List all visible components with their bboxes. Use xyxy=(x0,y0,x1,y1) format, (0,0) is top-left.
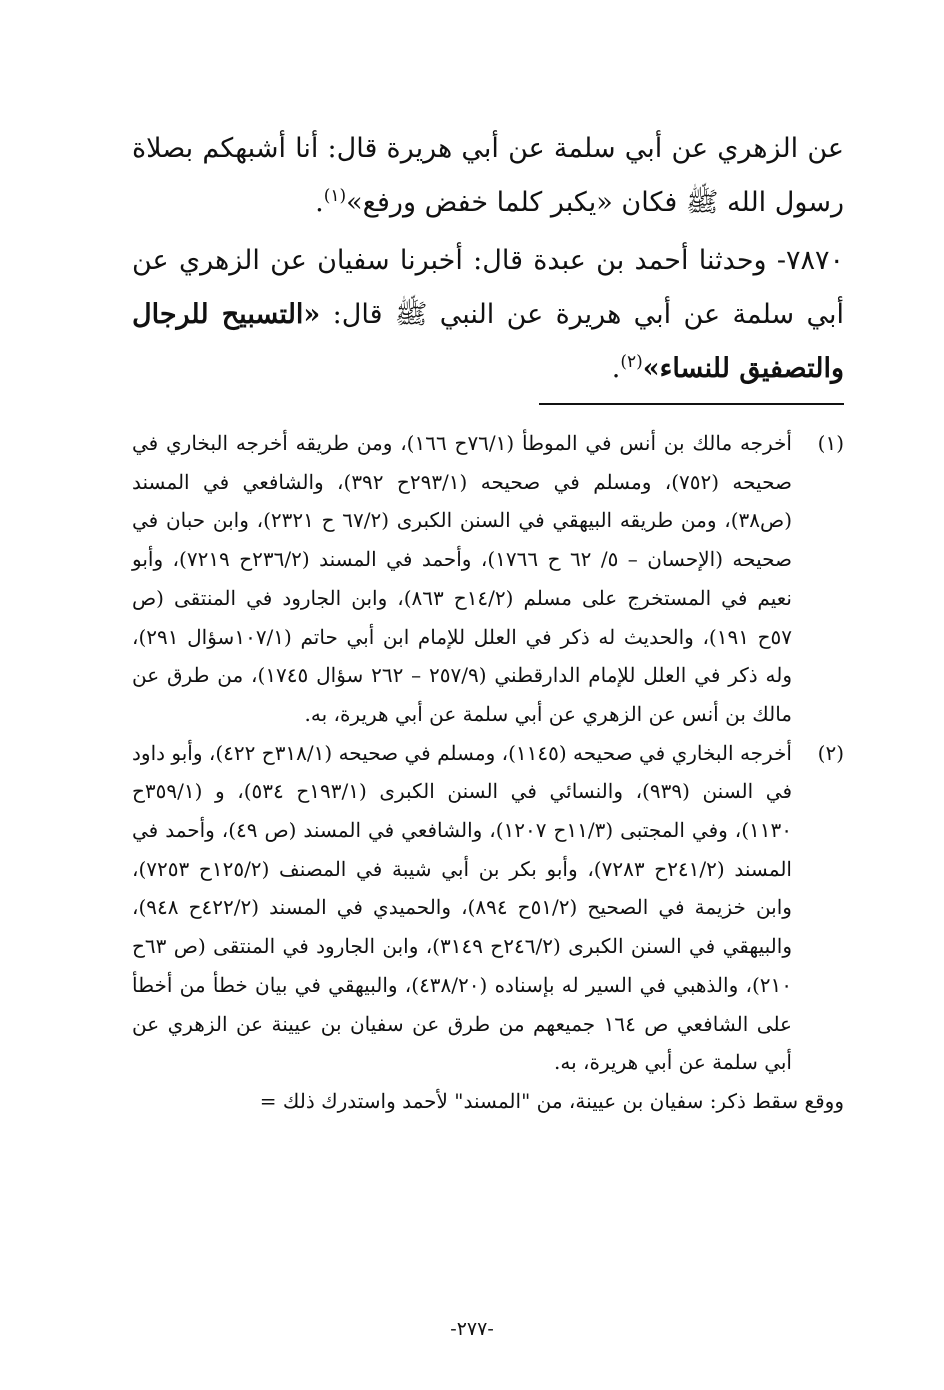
footnote-continuation-text: ووقع سقط ذكر: سفيان بن عيينة، من "المسند" لأحمد واستدرك ذلك xyxy=(282,1088,844,1113)
continuation-mark: = xyxy=(259,1088,277,1113)
footnote-continuation xyxy=(132,1082,844,1121)
footnote-1-number: (١) xyxy=(817,431,844,455)
footnote-marker-1: (١) xyxy=(323,186,347,206)
hadith-2-body: ٧٨٧٠- وحدثنا أحمد بن عبدة قال: أخبرنا سفيان عن الزهري عن أبي سلمة عن أبي هريرة عن النبي ﷺ قال: xyxy=(132,245,844,330)
hadith-1-end: . xyxy=(315,187,324,218)
hadith-7870-text xyxy=(132,234,844,396)
footnote-divider xyxy=(539,403,844,405)
footnote-2 xyxy=(132,734,844,1082)
footnotes-section xyxy=(132,424,844,1121)
hadith-7869-text xyxy=(132,122,844,230)
page-number: -٢٧٧- xyxy=(450,1318,494,1340)
hadith-2-end: . xyxy=(611,353,621,384)
hadith-1-body: عن الزهري عن أبي سلمة عن أبي هريرة قال: أنا أشبهكم بصلاة رسول الله ﷺ فكان «يكبر كلما خفض ورفع» xyxy=(132,133,844,218)
footnote-marker-2: (٢) xyxy=(620,352,643,372)
main-text xyxy=(132,122,844,396)
footnote-2-number: (٢) xyxy=(817,740,844,765)
footnote-1 xyxy=(132,424,844,734)
footnote-1-text: أخرجه مالك بن أنس في الموطأ (٧٦/١ح ١٦٦)، ومن طريقه أخرجه البخاري في صحيحه (٧٥٢)، ومسلم في صحيحه (٢٩٣/١ح ٣٩٢)، والشافعي في المسند (ص٣٨)، ومن طريقه البيهقي في السنن الكبرى (٦٧/٢ ح ٢٣٢١)، وابن حبان في صحيحه (الإحسان – ٥/ ٦٢ ح ١٧٦٦)، وأحمد في المسند (٢٣٦/٢ح ٧٢١٩)، وأبو نعيم في المستخرج على مسلم (١٤/٢ح ٨٦٣)، وابن الجارود في المنتقى (ص ٥٧ح ١٩١)، والحديث له ذكر في العلل للإمام ابن أبي حاتم (١٠٧/١سؤال ٢٩١)، وله ذكر في العلل للإمام الدارقطني (٢٥٧/٩ – ٢٦٢ سؤال ١٧٤٥)، من طرق عن مالك بن أنس عن الزهري عن أبي سلمة عن أبي هريرة، به. xyxy=(132,431,792,726)
footnote-2-text: أخرجه البخاري في صحيحه (١١٤٥)، ومسلم في صحيحه (٣١٨/١ح ٤٢٢)، وأبو داود في السنن (٩٣٩)، والنسائي في السنن الكبرى (١٩٣/١ح ٥٣٤)، و (٣٥٩/١ح ١١٣٠)، وفي المجتبى (١١/٣ح ١٢٠٧)، والشافعي في المسند (ص ٤٩)، وأحمد في المسند (٢٤١/٢ح ٧٢٨٣)، وأبو بكر بن أبي شيبة في المصنف (١٢٥/٢ح ٧٢٥٣)، وابن خزيمة في الصحيح (٥١/٢ح ٨٩٤)، والحميدي في المسند (٤٢٢/٢ح ٩٤٨)، والبيهقي في السنن الكبرى (٢٤٦/٢ح ٣١٤٩)، وابن الجارود في المنتقى (ص ٦٣ح ٢١٠)، والذهبي في السير له بإسناده (٤٣٨/٢٠)، والبيهقي في بيان خطأ من أخطأ على الشافعي ص ١٦٤ جميعهم من طرق عن سفيان بن عيينة عن الزهري عن أبي سلمة عن أبي هريرة، به. xyxy=(132,740,792,1075)
hadith-2-quote: «التسبيح للرجال والتصفيق للنساء» xyxy=(132,299,844,384)
